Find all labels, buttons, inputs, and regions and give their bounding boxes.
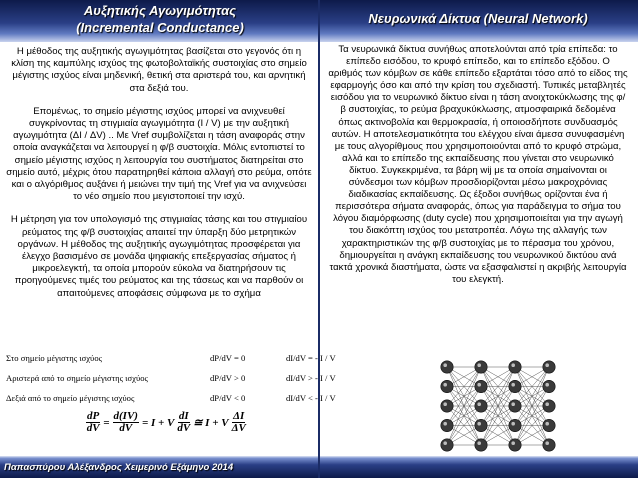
column-divider <box>318 0 320 478</box>
network-node-highlight <box>477 441 481 445</box>
network-node <box>441 361 453 373</box>
formula-operator: ≅ I + V <box>193 417 229 429</box>
network-node-highlight <box>545 383 549 387</box>
right-section-title: Νευρωνικά Δίκτυα (Neural Network) <box>368 11 588 26</box>
fraction-numerator: ΔI <box>233 410 245 422</box>
fraction <box>232 411 246 434</box>
condition-di: dI/dV > - I / V <box>286 373 336 383</box>
fraction-denominator: dV <box>119 422 133 434</box>
network-node-highlight <box>511 383 515 387</box>
left-section-title <box>60 2 260 36</box>
condition-dp: dP/dV < 0 <box>210 393 246 403</box>
network-node-highlight <box>477 363 481 367</box>
fraction-denominator: ΔV <box>231 422 246 434</box>
network-node <box>543 380 555 392</box>
network-node <box>475 439 487 451</box>
network-node <box>475 380 487 392</box>
formula-operator: = <box>103 416 110 429</box>
fraction <box>113 411 139 434</box>
right-column-text: Τα νευρωνικά δίκτυα συνήθως αποτελούνται από τρία επίπεδα: το επίπεδο εισόδου, το κρυφό επίπεδο, και το επίπεδο εξόδου. Ο αριθμός των κόμβων σε κάθε επίπεδο εξαρτάται τόσο από το είδος της εφαρμογής όσο και από την κρίση του σχεδιαστή. Τυπικές μεταβλητές εισόδου για το νευρωνικό δίκτυο είναι η τάση ανοιχτοκύκλωσης της φ/β συστοιχίας, το ρεύμα βραχυκύκλωσης, ατμοσφαιρικά δεδομένα όπως ακτινοβολία και θερμοκρασία, ή οποιοσδήποτε συνδυασμός αυτών. Η αποτελεσματικότητα του ελέγχου είναι άμεσα συνυφασμένη με τους αλγορίθμους που χρησιμοποιούνται από το κρυφό στρώμα, αλλά και το επίπεδο της εκπαίδευσης που γίνεται στο νευρωνικό δίκτυο. Συγκεκριμένα, τα βάρη wij με τα οποία σημαίνονται οι σύνδεσμοι των κόμβων προσδιορίζονται μέσω μακροχρόνιας διαδικασίας εκπαίδευσης. Ως έξοδοι συνήθως ορίζονται ένα ή περισσότερα σήματα αναφοράς, όπως για παράδειγμα το σήμα του λόγου διαμόρφωσης (duty cycle) που χρησιμοποιείται για την αγωγή του διακόπτη ισχύος του μετατροπέα. Λόγω της αλλαγής των χαρακτηριστικών της φ/β συστοιχίας με το πέρασμα του χρόνου, δημιουργείται η ανάγκη εκπαίδευσης του νευρωνικού δικτύου ανά τακτά χρονικά διαστήματα, ώστε να εξασφαλιστεί η ακριβής λειτουργία του ελεγκτή. <box>328 44 628 285</box>
left-title-sub: (Incremental Conductance) <box>76 20 244 35</box>
fraction-denominator: dV <box>86 422 100 434</box>
network-node-highlight <box>511 441 515 445</box>
network-node-highlight <box>477 383 481 387</box>
network-node-highlight <box>545 422 549 426</box>
network-node-highlight <box>511 363 515 367</box>
footer-author: Παπασπύρου Αλέξανδρος Χειμερινό Εξάμηνο 2014 <box>4 462 234 473</box>
network-node-highlight <box>545 363 549 367</box>
network-node-highlight <box>443 383 447 387</box>
network-node-highlight <box>477 402 481 406</box>
fraction-denominator: dV <box>177 422 191 434</box>
network-node <box>509 439 521 451</box>
network-node <box>509 380 521 392</box>
network-node <box>475 361 487 373</box>
network-node <box>543 439 555 451</box>
network-node-highlight <box>477 422 481 426</box>
network-node <box>441 439 453 451</box>
paragraph-intro: Η μέθοδος της αυξητικής αγωγιμότητας βασίζεται στο γεγονός ότι η κλίση της καμπύλης ισχύος της φωτοβολταϊκής συστοιχίας στο σημείο μέγιστης ισχύος είναι μηδενική, θετική στα αριστερά του, και αρνητική στα δεξιά του. <box>11 46 307 94</box>
formula-operator: = I + V <box>141 416 175 429</box>
paragraph-detection: Επομένως, το σημείο μέγιστης ισχύος μπορεί να ανιχνευθεί συγκρίνοντας τη στιγμιαία αγωγιμότητα (I / V) με την αυξητική αγωγιμότητα (ΔI / ΔV) .. Με Vref συμβολίζεται η τάση αναφοράς στην οποία αναγκάζεται να λειτουργεί η φ/β συστοιχία. Μόλις εντοπιστεί το σημείο μέγιστης ισχύος η λειτουργία του συστήματος διατηρείται στο σημείο αυτό, μέχρις ότου παρατηρηθεί κάποια αλλαγή στο ρεύμα, οπότε και ο αλγόριθμος αυξάνει ή μειώνει την τιμή της Vref για να ανιχνεύσει το νέο σημείο που μεγιστοποιεί την ισχύ. <box>6 105 312 203</box>
fraction-numerator: d(IV) <box>113 410 138 422</box>
network-node <box>509 419 521 431</box>
network-node <box>475 419 487 431</box>
left-title-main: Αυξητικής Αγωγιμότητας <box>83 3 237 18</box>
incremental-conductance-formula <box>86 411 246 434</box>
neural-network-diagram <box>437 358 559 454</box>
network-node-highlight <box>443 363 447 367</box>
fraction-numerator: dP <box>87 410 100 422</box>
network-node <box>441 380 453 392</box>
network-node <box>509 361 521 373</box>
paragraph-measurement: Η μέτρηση για τον υπολογισμό της στιγμιαίας τάσης και του στιγμιαίου ρεύματος της φ/β συστοιχίας απαιτεί την ύπαρξη δύο μετρητικών οργάνων. Η μέθοδος της αυξητικής αγωγιμότητας προσφέρεται για έλεγχο βασισμένο σε μονάδα ψηφιακής επεξεργασίας σήματος ή μικροελεγκτή, τα οποία μπορούν εύκολα να διατηρήσουν τις προηγούμενες τιμές του ρεύματος και της τάσεως και να παρθούν οι απαιτούμενες αποφάσεις σύμφωνα με το σχήμα <box>10 214 308 299</box>
network-node-highlight <box>545 441 549 445</box>
condition-di: dI/dV < - I / V <box>286 393 336 403</box>
condition-di: dI/dV = - I / V <box>286 353 336 363</box>
network-node <box>543 400 555 412</box>
network-node-highlight <box>511 422 515 426</box>
fraction-numerator: dI <box>178 410 189 422</box>
condition-label: Αριστερά από το σημείο μέγιστης ισχύος <box>6 373 148 383</box>
network-node-highlight <box>511 402 515 406</box>
network-node <box>543 361 555 373</box>
network-node <box>475 400 487 412</box>
condition-label: Στο σημείο μέγιστης ισχύος <box>6 353 103 363</box>
network-node-highlight <box>443 402 447 406</box>
condition-label: Δεξιά από το σημείο μέγιστης ισχύος <box>6 393 135 403</box>
network-node-highlight <box>443 441 447 445</box>
network-node <box>441 400 453 412</box>
condition-dp: dP/dV = 0 <box>210 353 246 363</box>
left-column <box>6 46 312 311</box>
network-node-highlight <box>545 402 549 406</box>
fraction <box>86 411 100 434</box>
network-node <box>441 419 453 431</box>
fraction <box>177 411 190 434</box>
network-node <box>509 400 521 412</box>
network-node-highlight <box>443 422 447 426</box>
condition-dp: dP/dV > 0 <box>210 373 246 383</box>
network-node <box>543 419 555 431</box>
